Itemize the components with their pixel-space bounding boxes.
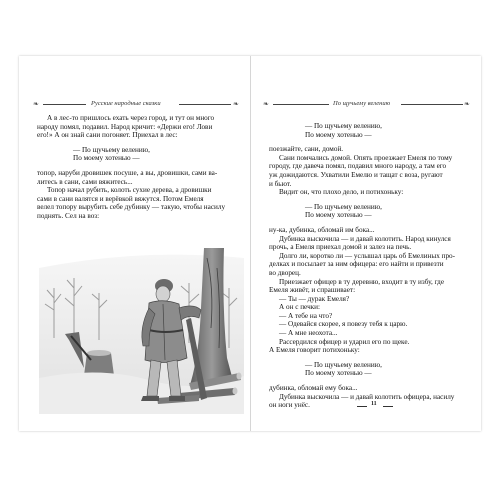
text-line: Дубинка выскочила — и давай колотить. Народ кинулся xyxy=(279,234,451,243)
text-line: Топор начал рубить, колоть сухие дерева, а дровишки xyxy=(47,186,212,195)
page-number-rule xyxy=(383,406,393,407)
text-line: его!» А он знай сани погоняет. Приехал в лес: xyxy=(37,131,178,140)
right-header-title: По щучьему велению xyxy=(333,100,391,107)
header-rule xyxy=(43,104,86,105)
text-line: А он с печки: xyxy=(279,303,321,312)
text-line: велел топору вырубить себе дубинку — такую, чтобы насилу xyxy=(37,203,226,212)
page-number-rule xyxy=(357,406,367,407)
verse-line: — По щучьему велению, xyxy=(305,122,382,130)
text-line: топор, наруби дровишек посуше, а вы, дровишки, сами ва- xyxy=(37,168,218,177)
left-running-header xyxy=(29,99,240,109)
header-rule xyxy=(273,104,329,105)
text-line: делках и посылает за ним офицера: его найти и привезти xyxy=(269,260,444,269)
book-spine xyxy=(250,56,251,431)
text-line: дубинка, обломай ему бока... xyxy=(269,384,358,393)
text-line: и бьют. xyxy=(269,179,292,188)
text-line: — Ты — дурак Емеля? xyxy=(279,294,350,303)
page-number: 11 xyxy=(371,401,377,407)
text-line: городу, где давеча помял, подавил много народу, а там его xyxy=(269,162,447,171)
text-line: Рассердился офицер и ударил его по щеке. xyxy=(279,337,410,346)
ornament-icon: ❧ xyxy=(33,100,39,108)
ornament-icon: ❧ xyxy=(464,100,470,108)
text-line: Дубинка выскочила — и давай колотить офицера, насилу xyxy=(279,392,455,401)
left-header-title: Русские народные сказки xyxy=(91,100,161,107)
text-line: во дворец. xyxy=(269,268,301,277)
text-line: Емеля живёт, и спрашивает: xyxy=(269,286,356,295)
verse-line: — По щучьему велению, xyxy=(73,145,150,154)
verse-line: По моему хотенью — xyxy=(305,130,372,139)
header-rule xyxy=(179,104,231,105)
text-line: Видит он, что плохо дело, и потихоньку: xyxy=(279,188,404,197)
text-line: поднять. Сел на воз: xyxy=(37,211,100,220)
text-line: Долго ли, коротко ли — услышал царь об Емелиных про- xyxy=(279,251,456,260)
text-line: — Одевайся скорее, я повезу тебя к царю. xyxy=(279,320,408,329)
text-line: уж дожидаются. Ухватили Емелю и тащат с воза, ругают xyxy=(269,170,443,179)
header-rule xyxy=(401,104,463,105)
text-line: народу помял, подавил. Народ кричит: «Держи его! Лови xyxy=(37,122,213,131)
right-running-header xyxy=(261,99,471,109)
text-line: он ноги унёс. xyxy=(269,401,310,410)
text-line: литесь в сани, сами вяжитесь... xyxy=(37,177,133,186)
text-line: Сани помчались домой. Опять проезжает Емеля по тому xyxy=(279,153,453,162)
verse-line: — По щучьему велению, xyxy=(305,360,382,369)
text-line: — А тебе на что? xyxy=(279,311,333,320)
right-page xyxy=(251,56,481,431)
text-line: А Емеля говорит потихоньку: xyxy=(269,346,360,355)
ornament-icon: ❧ xyxy=(233,100,239,108)
text-line: ну-ка, дубинка, обломай им бока... xyxy=(269,225,375,234)
ornament-icon: ❧ xyxy=(263,100,269,108)
verse-line: По моему хотенью — xyxy=(305,211,372,220)
right-text-block xyxy=(269,122,469,410)
text-line: прочь, а Емеля приехал домой и залез на печь. xyxy=(269,243,412,252)
left-text-block xyxy=(37,114,237,221)
illustration-emelya-chopping-wood xyxy=(39,248,244,414)
text-line: — А мне неохота... xyxy=(279,329,338,338)
left-page xyxy=(19,56,250,431)
text-line: поезжайте, сани, домой. xyxy=(269,145,344,154)
text-line: Приезжает офицер в ту деревню, входит в ту избу, где xyxy=(279,277,445,286)
text-line: сами в сани валятся и верёвкой вяжутся. Потом Емеля xyxy=(37,194,204,203)
text-line: А в лес-то пришлось ехать через город, и тут он много xyxy=(47,114,215,122)
verse-line: — По щучьему велению, xyxy=(305,202,382,211)
verse-line: По моему хотенью — xyxy=(305,369,372,378)
verse-line: По моему хотенью — xyxy=(73,154,140,163)
